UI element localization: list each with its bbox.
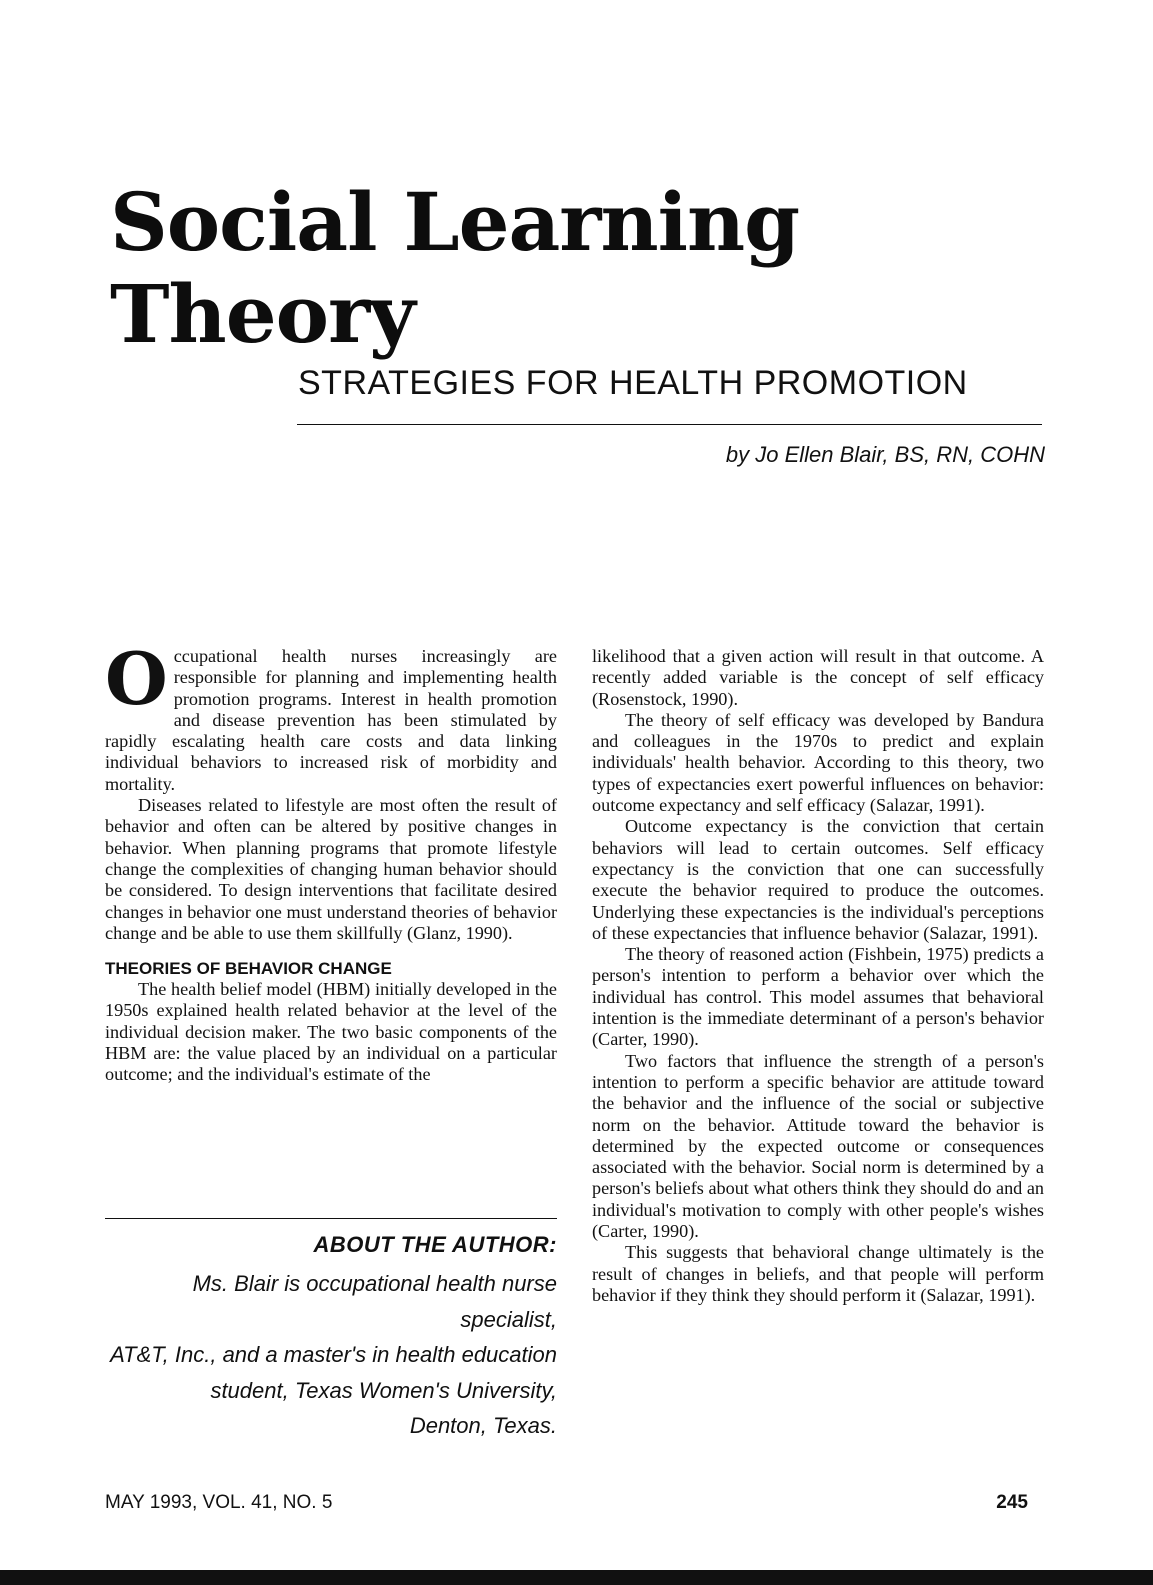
about-author-text: [105, 1266, 557, 1444]
paragraph-self-efficacy: The theory of self efficacy was developed by Bandura and colleagues in the 1970s to predict and explain individuals' health behavior. According to this theory, two types of expectancies exert powerful influences on behavior: outcome expectancy and self efficacy (Salazar, 1991).: [592, 709, 1044, 816]
title-line-1: Social Learning: [110, 175, 800, 269]
about-author-heading: ABOUT THE AUTHOR:: [313, 1232, 557, 1257]
author-byline: by Jo Ellen Blair, BS, RN, COHN: [725, 442, 1045, 467]
paragraph-intro-text: ccupational health nurses increasingly are responsible for planning and implementing health promotion programs. Interest in health promotion and disease prevention has been stimulated by rapidly escalating health care costs and data linking individual behaviors to increased risk of morbidity and mortality.: [105, 646, 557, 794]
page-number: 245: [996, 1492, 1028, 1513]
paragraph-conclusion: This suggests that behavioral change ultimately is the result of changes in beliefs, and that people will perform behavior if they think they should perform it (Salazar, 1991).: [592, 1242, 1044, 1305]
section-heading: THEORIES OF BEHAVIOR CHANGE: [105, 959, 392, 979]
author-line-4: Denton, Texas.: [409, 1413, 557, 1438]
author-line-2: AT&T, Inc., and a master's in health education: [110, 1342, 557, 1367]
subtitle-rule: [297, 424, 1042, 425]
journal-issue: MAY 1993, VOL. 41, NO. 5: [105, 1492, 333, 1513]
article-subtitle: STRATEGIES FOR HEALTH PROMOTION: [298, 364, 968, 402]
author-box-rule: [105, 1218, 557, 1219]
author-line-1: Ms. Blair is occupational health nurse specialist,: [192, 1271, 557, 1332]
right-column: [592, 646, 1044, 1306]
paragraph-continued: likelihood that a given action will result in that outcome. A recently added variable is the concept of self efficacy (Rosenstock, 1990).: [592, 646, 1044, 709]
scan-edge: [0, 1570, 1153, 1585]
left-column: [105, 636, 557, 1086]
drop-cap: O: [105, 636, 168, 721]
paragraph-outcome-expectancy: Outcome expectancy is the conviction that certain behaviors will lead to certain outcomes. Self efficacy expectancy is the conviction that one can successfully execute the behavior required to produce the outcomes. Underlying these expectancies is the individual's perceptions of these expectancies that influence behavior (Salazar, 1991).: [592, 816, 1044, 943]
article-title: [110, 176, 799, 360]
author-line-3: student, Texas Women's University,: [210, 1377, 557, 1403]
title-line-2: Theory: [110, 267, 415, 361]
paragraph-two-factors: Two factors that influence the strength of a person's intention to perform a specific behavior are attitude toward the behavior and the influence of the social or subjective norm on the behavior. Attitude toward the behavior is determined by the expected outcome or consequences associated with the behavior. Social norm is determined by a person's beliefs about what others think they should do and an individual's motivation to comply with other people's wishes (Carter, 1990).: [592, 1050, 1044, 1242]
paragraph-lifestyle: Diseases related to lifestyle are most often the result of behavior and often can be altered by positive changes in behavior. When planning programs that promote lifestyle change the complexities of changing human behavior should be considered. To design interventions that facilitate desired changes in behavior one must understand theories of behavior change and be able to use them skillfully (Glanz, 1990).: [105, 795, 557, 943]
paragraph-intro: [105, 636, 557, 795]
paragraph-reasoned-action: The theory of reasoned action (Fishbein, 1975) predicts a person's intention to perform a behavior over which the individual has control. This model assumes that behavioral intention is the immediate determinant of a person's behavior (Carter, 1990).: [592, 944, 1044, 1050]
paragraph-hbm: The health belief model (HBM) initially developed in the 1950s explained health related behavior at the level of the individual decision maker. The two basic components of the HBM are: the value placed by an individual on a particular outcome; and the individual's estimate of the: [105, 979, 557, 1085]
